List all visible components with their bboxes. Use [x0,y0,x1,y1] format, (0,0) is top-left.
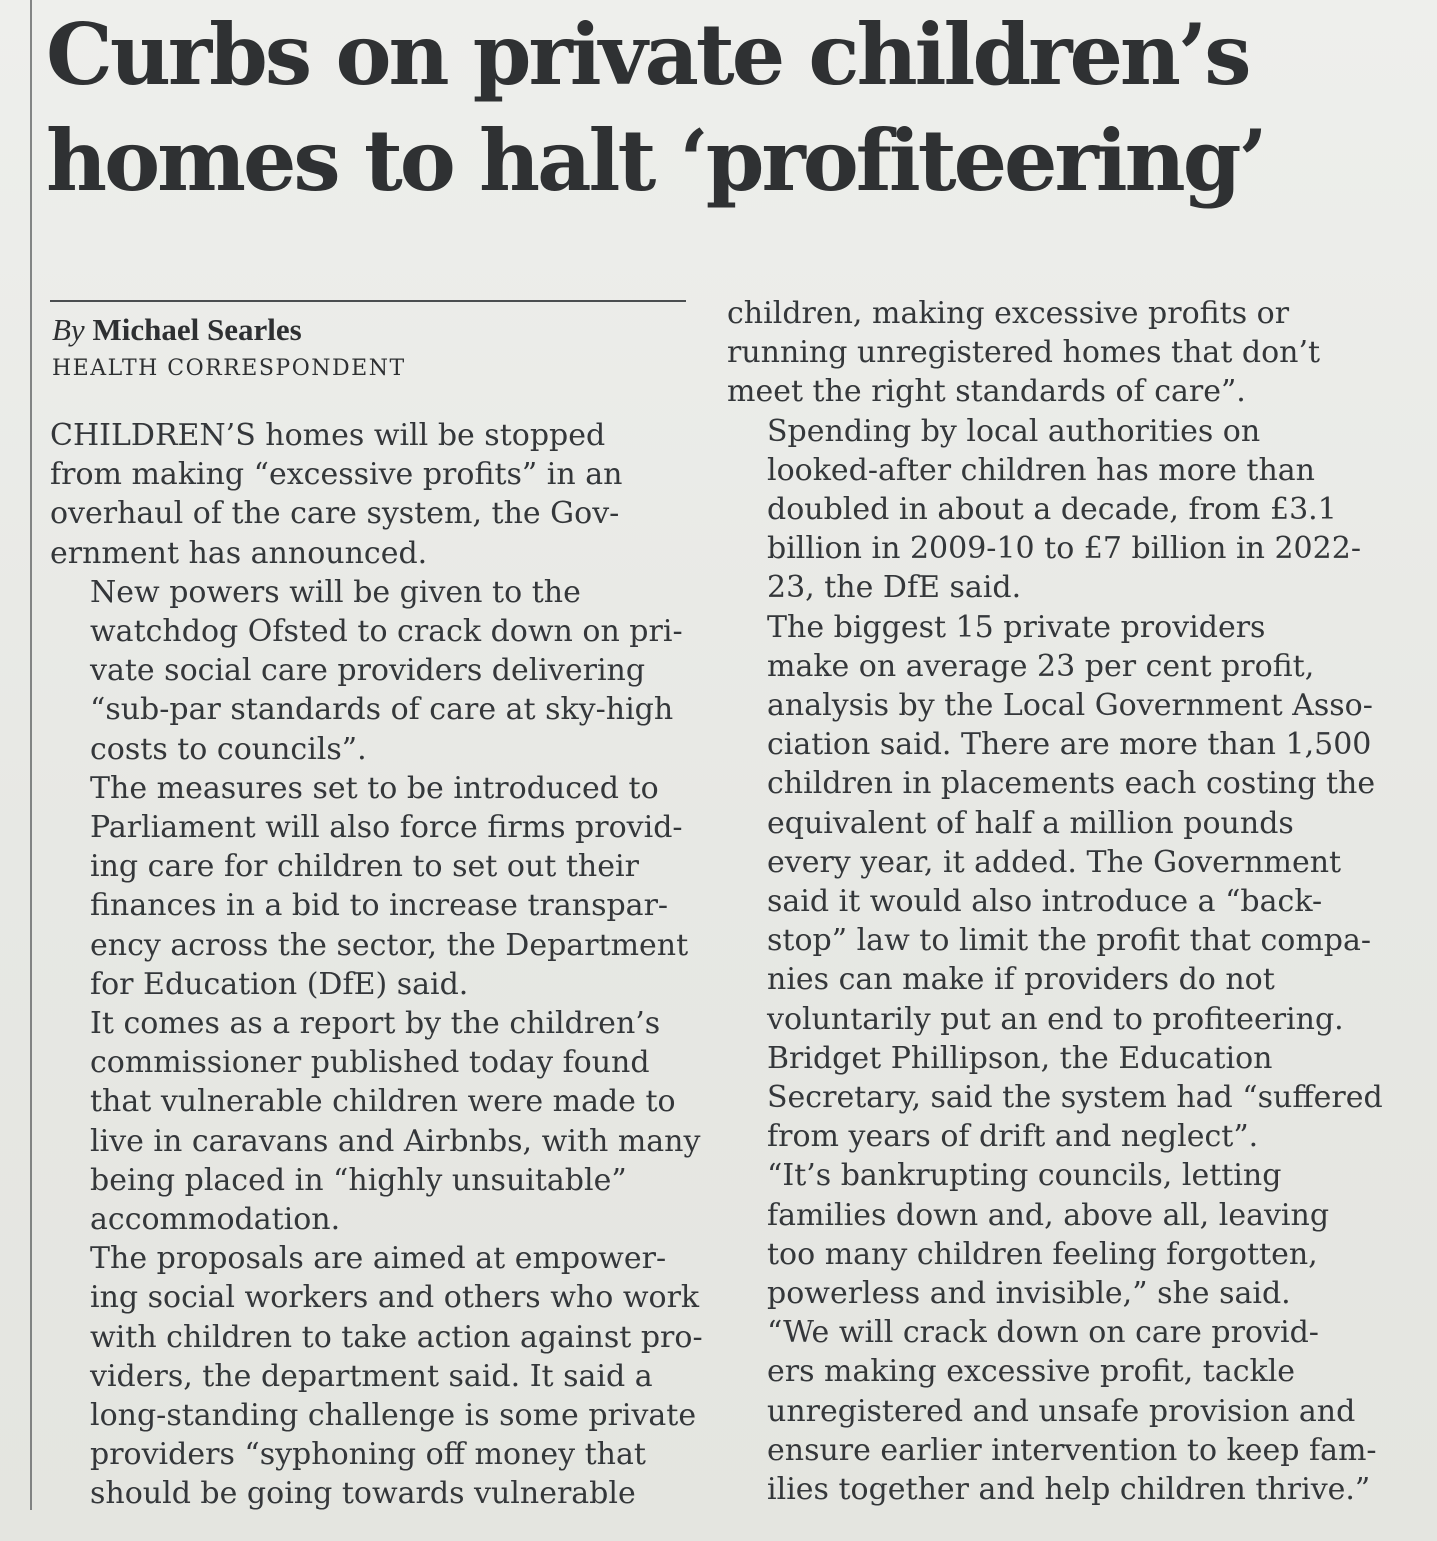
byline [52,312,302,348]
text-line: The biggest 15 private providers [767,609,1266,645]
text-line: viders, the department said. It said a [90,1358,653,1394]
headline [46,2,1406,214]
text-line: that vulnerable children were made to [90,1084,676,1120]
text-line: watchdog Ofsted to crack down on pri- [90,614,683,650]
text-line: said it would also introduce a “back- [767,884,1323,920]
text-line: nies can make if providers do not [767,962,1275,998]
text-line: “It’s bankrupting councils, letting [767,1158,1282,1194]
text-line: finances in a bid to increase transpar- [90,888,669,924]
text-line: 23, the DfE said. [767,570,1022,606]
paragraph [50,573,700,769]
paragraph [727,412,1377,608]
text-line: “sub-par standards of care at sky-high [90,692,674,728]
text-line: children, making excessive profits or [727,296,1290,331]
text-line: Bridget Phillipson, the Education [767,1040,1273,1076]
paragraph [50,416,700,573]
byline-prefix: By [52,312,85,347]
text-line: Spending by local authorities on [767,413,1261,449]
text-line: ciation said. There are more than 1,500 [767,727,1372,763]
text-line: powerless and invisible,” she said. [767,1276,1291,1312]
text-line: Secretary, said the system had “suffered [767,1080,1383,1116]
text-line: doubled in about a decade, from £3.1 [767,492,1337,528]
text-line: commissioner published today found [90,1045,650,1081]
text-line: being placed in “highly unsuitable” [90,1162,627,1198]
text-line: analysis by the Local Government Asso- [767,688,1373,724]
text-line: The proposals are aimed at empower- [90,1241,667,1277]
text-line: long-standing challenge is some private [90,1398,697,1434]
headline-line: homes to halt ‘profiteering’ [46,111,1265,210]
text-line: costs to councils”. [90,731,367,767]
text-line: too many children feeling forgotten, [767,1236,1318,1272]
paragraph [727,1313,1377,1509]
text-line: voluntarily put an end to profiteering. [767,1001,1344,1037]
text-line: unregistered and unsafe provision and [767,1393,1356,1429]
text-line: running unregistered homes that don’t [727,335,1321,371]
text-line: from making “excessive profits” in an [50,457,623,493]
author-name: Michael Searles [92,312,302,347]
column-rule [30,0,32,1510]
text-line: make on average 23 per cent profit, [767,648,1315,684]
text-line: equivalent of half a million pounds [767,805,1294,841]
text-line: for Education (DfE) said. [90,966,469,1002]
text-line: every year, it added. The Government [767,844,1342,880]
text-line: New powers will be given to the [90,574,581,610]
article-column-right [727,294,1383,1509]
text-line: ency across the sector, the Department [90,927,689,963]
text-line: billion in 2009-10 to £7 billion in 2022- [767,531,1361,567]
text-line: ers making excessive profit, tackle [767,1354,1296,1390]
text-line: ing social workers and others who work [90,1280,700,1316]
text-line: “We will crack down on care provid- [767,1315,1319,1351]
text-line: should be going towards vulnerable [90,1476,636,1512]
author-role: HEALTH CORRESPONDENT [52,356,406,381]
text-line: from years of drift and neglect”. [767,1119,1259,1155]
byline-rule [50,300,686,302]
headline-line: Curbs on private children’s [46,5,1249,104]
text-line: The measures set to be introduced to [90,770,659,806]
paragraph [727,1039,1383,1157]
text-line: overhaul of the care system, the Gov- [50,496,620,532]
text-line: looked-after children has more than [767,452,1315,488]
article-column-left [50,416,703,1514]
paragraph [727,294,1377,412]
paragraph [50,769,700,1004]
paragraph [727,608,1377,1039]
text-line: providers “syphoning off money that [90,1437,646,1473]
text-line: ernment has announced. [50,535,428,571]
text-line: vate social care providers delivering [90,653,646,689]
paragraph [50,1004,700,1239]
text-line: Parliament will also force firms provid- [90,810,683,846]
text-line: with children to take action against pro- [90,1319,703,1355]
paragraph [727,1156,1377,1313]
paragraph [50,1239,703,1513]
text-line: live in caravans and Airbnbs, with many [90,1123,701,1159]
text-line: accommodation. [90,1202,341,1238]
text-line: ilies together and help children thrive.” [767,1472,1371,1508]
text-line: meet the right standards of care”. [727,374,1246,410]
text-line: families down and, above all, leaving [767,1197,1330,1233]
text-line: It comes as a report by the children’s [90,1006,661,1042]
text-line: children in placements each costing the [767,766,1376,802]
text-line: ensure earlier intervention to keep fam- [767,1432,1377,1468]
text-line: stop” law to limit the profit that compa- [767,923,1372,959]
text-line: ing care for children to set out their [90,849,639,885]
text-line: CHILDREN’S homes will be stopped [50,418,606,453]
